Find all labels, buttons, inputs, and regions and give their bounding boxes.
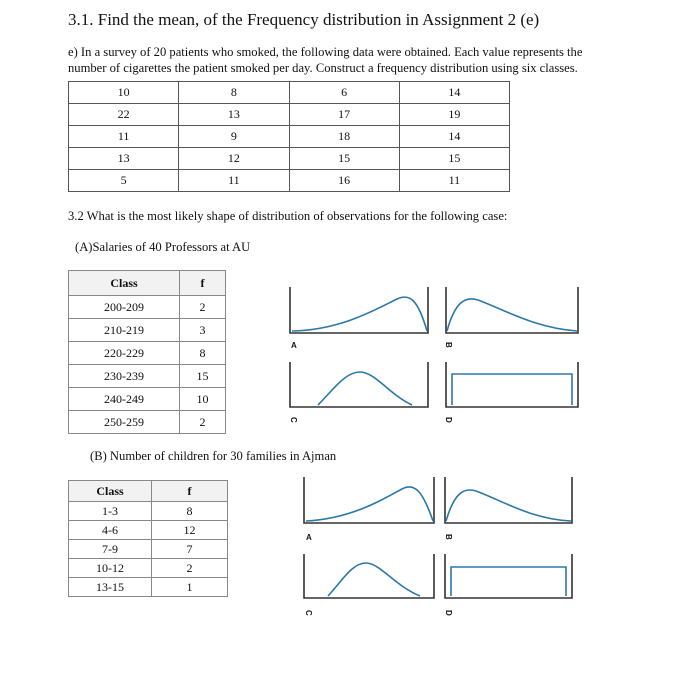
question-title: 3.1. Find the mean, of the Frequency distribution in Assignment 2 (e) xyxy=(68,10,540,29)
frequency-cell: 8 xyxy=(180,342,226,365)
table-cell: 10 xyxy=(69,82,179,104)
class-cell: 200-209 xyxy=(69,296,180,319)
shape-d-uniform xyxy=(446,362,578,407)
frequency-cell: 2 xyxy=(152,559,228,578)
curve xyxy=(306,487,433,521)
frequency-cell: 2 xyxy=(180,296,226,319)
class-cell: 250-259 xyxy=(69,411,180,434)
table-cell: 11 xyxy=(179,170,289,192)
table-cell: 12 xyxy=(179,148,289,170)
frequency-header: f xyxy=(180,271,226,296)
class-cell: 4-6 xyxy=(69,521,152,540)
shape-c-symmetric xyxy=(290,362,428,407)
part-a-caption: (A)Salaries of 40 Professors at AU xyxy=(75,240,251,254)
table-cell: 17 xyxy=(289,104,399,126)
curve xyxy=(446,490,571,521)
frequency-cell: 7 xyxy=(152,540,228,559)
table-cell: 22 xyxy=(69,104,179,126)
table-cell: 11 xyxy=(399,170,509,192)
class-cell: 210-219 xyxy=(69,319,180,342)
shape-label-b: B xyxy=(444,342,453,348)
shape-label-a: A xyxy=(291,341,297,350)
table-cell: 15 xyxy=(289,148,399,170)
frequency-cell: 8 xyxy=(152,502,228,521)
class-header: Class xyxy=(69,481,152,502)
diagram-frame xyxy=(445,554,572,598)
curve xyxy=(292,297,427,331)
class-cell: 220-229 xyxy=(69,342,180,365)
shape-label-b: B xyxy=(444,534,453,540)
frequency-cell: 15 xyxy=(180,365,226,388)
shape-label-c: C xyxy=(289,417,298,423)
curve xyxy=(452,374,572,405)
frequency-cell: 2 xyxy=(180,411,226,434)
curve xyxy=(318,372,412,405)
table-cell: 5 xyxy=(69,170,179,192)
frequency-cell: 3 xyxy=(180,319,226,342)
shape-b-right-skewed xyxy=(446,287,578,333)
class-header: Class xyxy=(69,271,180,296)
frequency-cell: 1 xyxy=(152,578,228,597)
table-cell: 9 xyxy=(179,126,289,148)
intro-line-1: e) In a survey of 20 patients who smoked, the following data were obtained. Each value represents the xyxy=(68,45,583,59)
shape-b-right-skewed xyxy=(445,477,572,523)
class-cell: 1-3 xyxy=(69,502,152,521)
diagram-frame xyxy=(446,287,578,333)
part-b-caption: (B) Number of children for 30 families in Ajman xyxy=(90,449,337,463)
table-cell: 14 xyxy=(399,82,509,104)
shape-d-uniform xyxy=(445,554,572,598)
table-cell: 18 xyxy=(289,126,399,148)
table-cell: 11 xyxy=(69,126,179,148)
class-cell: 240-249 xyxy=(69,388,180,411)
intro-line-2: number of cigarettes the patient smoked per day. Construct a frequency distribution using six classes. xyxy=(68,61,578,75)
class-cell: 10-12 xyxy=(69,559,152,578)
diagram-frame xyxy=(304,554,434,598)
shape-label-d: D xyxy=(444,610,453,616)
table-cell: 15 xyxy=(399,148,509,170)
table-cell: 13 xyxy=(179,104,289,126)
frequency-cell: 10 xyxy=(180,388,226,411)
diagram-frame xyxy=(445,477,572,523)
diagram-frame xyxy=(446,362,578,407)
table-cell: 6 xyxy=(289,82,399,104)
table-cell: 19 xyxy=(399,104,509,126)
shape-label-a: A xyxy=(306,533,312,542)
table-cell: 13 xyxy=(69,148,179,170)
diagram-frame xyxy=(290,287,428,333)
class-cell: 230-239 xyxy=(69,365,180,388)
curve xyxy=(451,567,566,596)
class-cell: 7-9 xyxy=(69,540,152,559)
frequency-header: f xyxy=(152,481,228,502)
shape-a-left-skewed xyxy=(290,287,428,333)
frequency-cell: 12 xyxy=(152,521,228,540)
table-cell: 16 xyxy=(289,170,399,192)
shape-label-c: C xyxy=(304,610,313,616)
table-cell: 14 xyxy=(399,126,509,148)
class-cell: 13-15 xyxy=(69,578,152,597)
curve xyxy=(328,563,420,596)
diagram-frame xyxy=(290,362,428,407)
shape-label-d: D xyxy=(444,417,453,423)
shape-a-left-skewed xyxy=(304,477,434,523)
table-cell: 8 xyxy=(179,82,289,104)
curve xyxy=(447,299,577,331)
diagram-frame xyxy=(304,477,434,523)
shape-c-symmetric xyxy=(304,554,434,598)
question-3-2: 3.2 What is the most likely shape of distribution of observations for the following case: xyxy=(68,209,508,223)
